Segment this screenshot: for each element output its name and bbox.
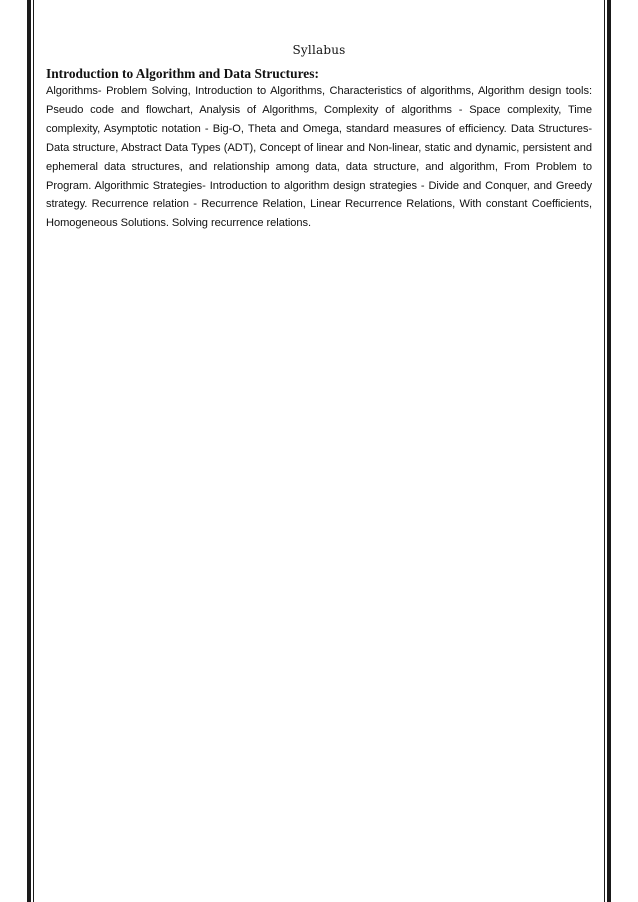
page-heading: Syllabus xyxy=(292,43,346,57)
syllabus-body-paragraph: Algorithms- Problem Solving, Introduction to Algorithms, Characteristics of algorithms, Algorithm design tools: Pseudo code and flowchart, Analysis of Algorithms, Complexity of algorithms - Space complexity, Time complexity, Asymptotic notation - Big-O, Theta and Omega, standard measures of efficiency. Data Structures- Data structure, Abstract Data Types (ADT), Concept of linear and Non-linear, static and dynamic, persistent and ephemeral data structures, and relationship among data, data structure, and algorithm, From Problem to Program. Algorithmic Strategies- Introduction to algorithm design strategies - Divide and Conquer, and Greedy strategy. Recurrence relation - Recurrence Relation, Linear Recurrence Relations, With constant Coefficients, Homogeneous Solutions. Solving recurrence relations. xyxy=(46,85,592,230)
left-border-inner-rule xyxy=(33,0,34,902)
right-border-rule xyxy=(607,0,611,902)
right-border-inner-rule xyxy=(604,0,605,902)
section-title: Introduction to Algorithm and Data Structures: xyxy=(46,66,319,81)
left-border-rule xyxy=(27,0,31,902)
